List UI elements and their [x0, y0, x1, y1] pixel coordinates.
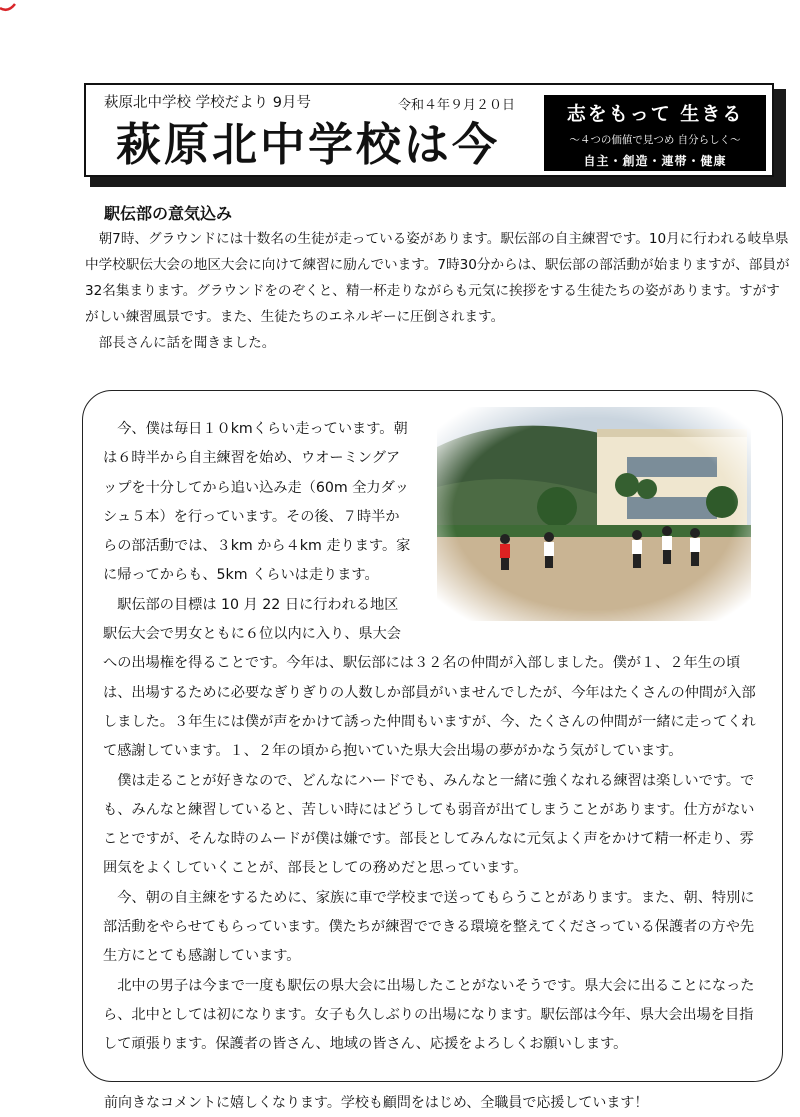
- newsletter-subtitle: 萩原北中学校 学校だより 9月号: [104, 95, 311, 111]
- interview-text: [103, 415, 765, 1060]
- interview-paragraph: 僕は走ることが好きなので、どんなにハードでも、みんなと一緒に強くなれる練習は楽しいです。でも、みんなと練習していると、苦しい時にはどうしても弱音が出てしまうことがあります。仕方がないことですが、そんな時のムードが僕は嫌です。部長としてみんなに元気よく声をかけて精一杯走り、雰囲気をよくしていくことが、部長としての務めだと思っています。: [103, 772, 755, 877]
- interview-paragraph: 駅伝部の目標は 10 月 22 日に行われる地区駅伝大会で男女ともに６位以内に入り、県大会への出場権を得ることです。今年は、駅伝部には３２名の仲間が入部しました。僕が１、２年生の頃は、出場するために必要なぎりぎりの人数しか部員がいませんでしたが、今年はたくさんの仲間が入部しました。３年生には僕が声をかけて誘った仲間もいますが、今、たくさんの仲間が一緒に走ってくれて感謝しています。１、２年の頃から抱いていた県大会出場の夢がかなう気がしています。: [103, 596, 756, 760]
- closing-comment: 前向きなコメントに嬉しくなります。学校も顧問をはじめ、全職員で応援しています！: [104, 1095, 649, 1111]
- interview-paragraph: 北中の男子は今まで一度も駅伝の県大会に出場したことがないそうです。県大会に出ることになったら、北中としては初になります。女子も久しぶりの出場になります。駅伝部は今年、県大会出場を目指して頑張ります。保護者の皆さん、地域の皆さん、応援をよろしくお願いします。: [103, 977, 755, 1053]
- intro-paragraph: 朝7時、グラウンドには十数名の生徒が走っている姿があります。駅伝部の自主練習です。10月に行われる岐阜県中学校駅伝大会の地区大会に向けて練習に励んでいます。7時30分からは、駅伝部の部活動が始まりますが、部員が32名集まります。グラウンドをのぞくと、精一杯走りながらも元気に挨拶をする生徒たちの姿があります。すがすがしい練習風景です。また、生徒たちのエネルギーに圧倒されます。: [85, 231, 790, 325]
- intro-text: [85, 226, 790, 356]
- article-heading: 駅伝部の意気込み: [104, 204, 233, 223]
- newsletter-header: [84, 83, 774, 177]
- corner-mark-icon: [0, 0, 18, 14]
- motto-main: 志をもって 生きる: [566, 103, 744, 125]
- interview-box: [82, 390, 783, 1082]
- interview-paragraph: 今、朝の自主練をするために、家族に車で学校まで送ってもらうことがあります。また、朝、特別に部活動をやらせてもらっています。僕たちが練習でできる環境を整えてくださっている保護者の方や先生方にとても感謝しています。: [103, 889, 755, 965]
- newsletter-title: 萩原北中学校は今: [116, 118, 501, 171]
- motto-values: 自主・創造・連帯・健康: [583, 154, 727, 168]
- school-motto-box: [544, 95, 766, 171]
- interview-paragraph: 今、僕は毎日１０kmくらい走っています。朝は６時半から自主練習を始め、ウオーミングアップを十分してから追い込み走（60m 全力ダッシュ５本）を行っています。その後、７時半からの部活動では、３km から４km 走ります。家に帰ってからも、5km くらいは走ります。: [103, 421, 411, 584]
- intro-paragraph: 部長さんに話を聞きました。: [98, 335, 276, 351]
- motto-sub: ～４つの価値で見つめ 自分らしく～: [569, 134, 741, 146]
- issue-date: 令和４年９月２０日: [398, 98, 516, 113]
